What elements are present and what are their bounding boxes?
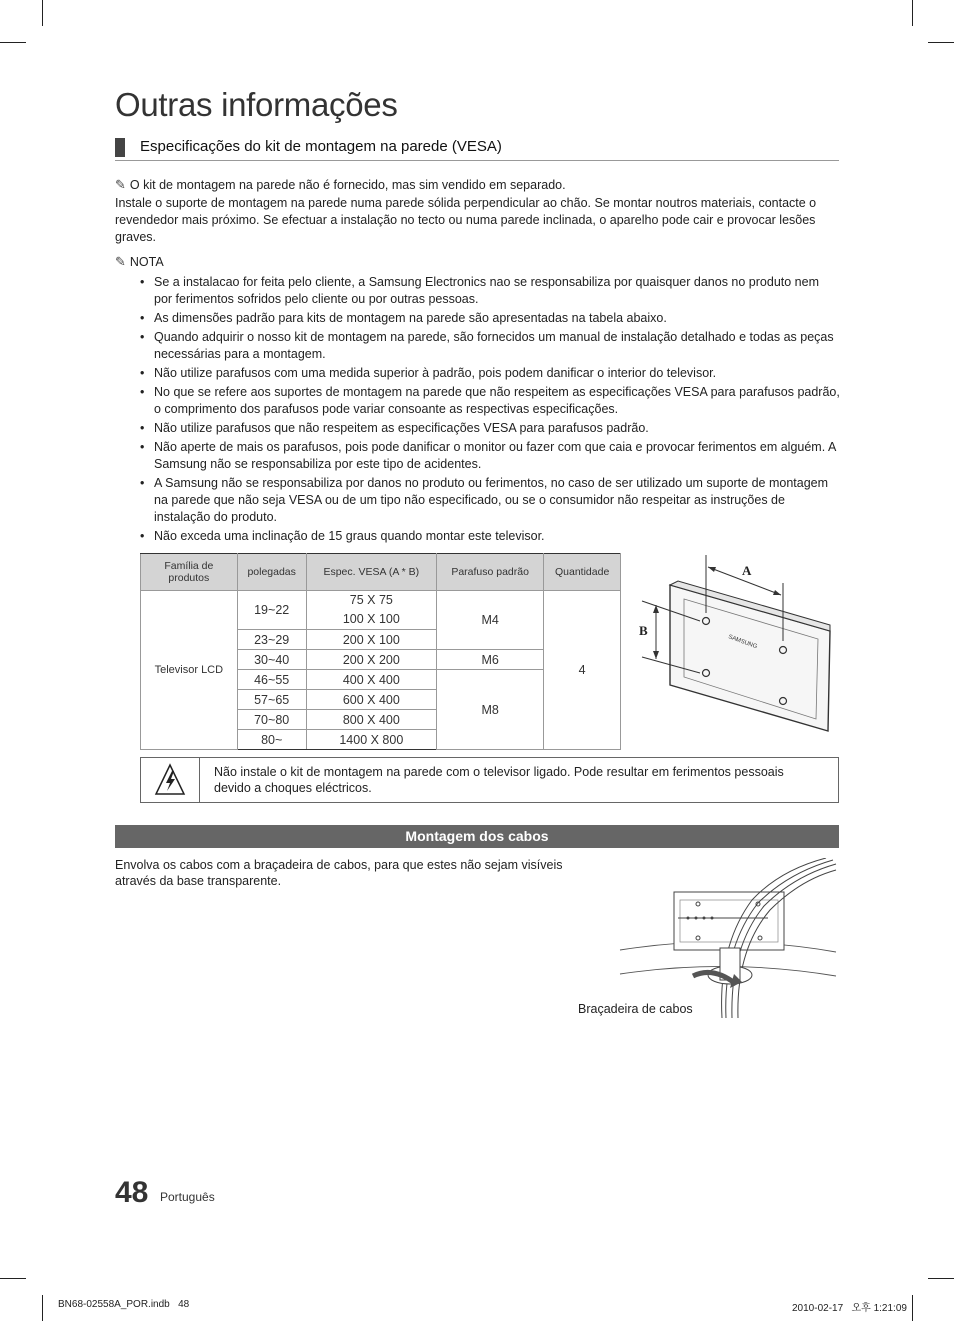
list-item: • Quando adquirir o nosso kit de montagem na parede, são fornecidos um manual de instalação detalhado e todas as peças necessárias para a montagem.: [140, 329, 840, 363]
section-heading-text: Especificações do kit de montagem na parede (VESA): [140, 138, 502, 155]
section-heading-vesa: [115, 136, 839, 161]
heading-bar: [115, 138, 125, 157]
vesa-cell: 200 X 100: [306, 630, 436, 650]
col-header-screw: Parafuso padrão: [437, 554, 544, 591]
inches-cell: 46~55: [237, 670, 306, 690]
crop-mark: [42, 0, 43, 26]
list-item: • Não utilize parafusos com uma medida superior à padrão, pois podem danificar o interior do televisor.: [140, 365, 840, 382]
vesa-cell: 800 X 400: [306, 710, 436, 730]
warning-icon-cell: [141, 758, 200, 802]
screw-cell: M8: [437, 670, 544, 750]
vesa-cell: 1400 X 800: [306, 730, 436, 750]
crop-mark: [928, 42, 954, 43]
vesa-value: 75 X 75: [349, 593, 393, 607]
col-header-inches: polegadas: [237, 554, 306, 591]
pencil-note-icon: ✎: [115, 254, 126, 269]
footer-date: 2010-02-17 오후 1:21:09: [792, 1303, 907, 1314]
warning-text: Não instale o kit de montagem na parede com o televisor ligado. Pode resultar em ferimentos pessoais devido a choques eléctricos.: [214, 765, 784, 795]
crop-mark: [912, 0, 913, 26]
inches-cell: 19~22: [237, 591, 306, 630]
crop-mark: [0, 42, 26, 43]
page-number: 48: [115, 1176, 149, 1209]
nota-label: [115, 253, 839, 271]
inches-cell: 57~65: [237, 690, 306, 710]
col-header-quantity: Quantidade: [544, 554, 621, 591]
screw-cell: M6: [437, 650, 544, 670]
table-header-row: [141, 554, 621, 591]
list-item: • As dimensões padrão para kits de montagem na parede são apresentadas na tabela abaixo.: [140, 310, 840, 327]
list-item: • Se a instalacao for feita pelo cliente, a Samsung Electronics nao se responsabiliza por quaisquer danos no produto nem por ferimentos sofridos pelo cliente ou por outras pessoas.: [140, 274, 840, 308]
crop-mark: [42, 1295, 43, 1321]
vesa-cell: 400 X 400: [306, 670, 436, 690]
table-row: [141, 591, 621, 630]
quantity-cell: 4: [544, 591, 621, 750]
vesa-cell: [306, 591, 436, 630]
section-band-cables: Montagem dos cabos: [115, 825, 839, 848]
list-item: • Não aperte de mais os parafusos, pois pode danificar o monitor ou fazer com que caia e provocar ferimentos em alguém. A Samsung não se responsabiliza por este tipo de acidentes.: [140, 439, 840, 473]
cables-paragraph: Envolva os cabos com a braçadeira de cabos, para que estes não sejam visíveis através da base transparente.: [115, 858, 563, 888]
inches-cell: 80~: [237, 730, 306, 750]
page-title: Outras informações: [115, 86, 398, 123]
crop-mark: [0, 1278, 26, 1279]
nota-label-text: NOTA: [129, 255, 164, 269]
inches-cell: 30~40: [237, 650, 306, 670]
cable-clamp-caption: Braçadeira de cabos: [578, 1002, 693, 1016]
vesa-spec-table: [140, 553, 621, 750]
tv-back-vesa-diagram: [628, 553, 838, 743]
nota-bullet-list: [140, 274, 840, 547]
cable-clamp-diagram: [618, 858, 838, 1023]
crop-mark: [928, 1278, 954, 1279]
warning-box: [140, 757, 839, 803]
col-header-vesa: Espec. VESA (A * B): [306, 554, 436, 591]
col-header-family: Família de produtos: [141, 554, 238, 591]
tv-brand-label: SAMSUNG: [727, 634, 758, 651]
vesa-cell: 200 X 200: [306, 650, 436, 670]
inches-cell: 23~29: [237, 630, 306, 650]
pencil-note-icon: ✎: [115, 177, 126, 192]
list-item: • Não utilize parafusos que não respeitem as especificações VESA para parafusos padrão.: [140, 420, 840, 437]
footer-file: BN68-02558A_POR.indb 48: [58, 1299, 190, 1310]
list-item: • A Samsung não se responsabiliza por danos no produto ou ferimentos, no caso de ser utilizado um suporte de montagem na parede que não seja VESA ou de um tipo não especificado, ou se o consumidor não respeitar as instruções de instalação do produto.: [140, 475, 840, 526]
list-item: • Não exceda uma inclinação de 15 graus quando montar este televisor.: [140, 528, 840, 545]
dimension-label-a: A: [742, 563, 752, 578]
install-paragraph: Instale o suporte de montagem na parede numa parede sólida perpendicular ao chão. Se montar noutros materiais, contacte o revendedor mais próximo. Se efectuar a instalação no tecto ou numa parede inclinada, o aparelho pode cair e provocar lesões graves.: [115, 196, 817, 244]
intro-note-text: O kit de montagem na parede não é fornecido, mas sim vendido em separado.: [129, 178, 566, 192]
vesa-cell: 600 X 400: [306, 690, 436, 710]
electric-shock-warning-icon: [141, 758, 199, 802]
family-cell: Televisor LCD: [141, 591, 238, 750]
crop-mark: [912, 1295, 913, 1321]
list-item: • No que se refere aos suportes de montagem na parede que não respeitem as especificações VESA para parafusos padrão, o comprimento dos parafusos pode variar consoante as respectivas especificações.: [140, 384, 840, 418]
intro-note: [115, 176, 839, 194]
page-language: Português: [160, 1190, 215, 1204]
vesa-value: 100 X 100: [342, 612, 400, 626]
dimension-label-b: B: [639, 623, 648, 638]
inches-cell: 70~80: [237, 710, 306, 730]
screw-cell: M4: [437, 591, 544, 650]
